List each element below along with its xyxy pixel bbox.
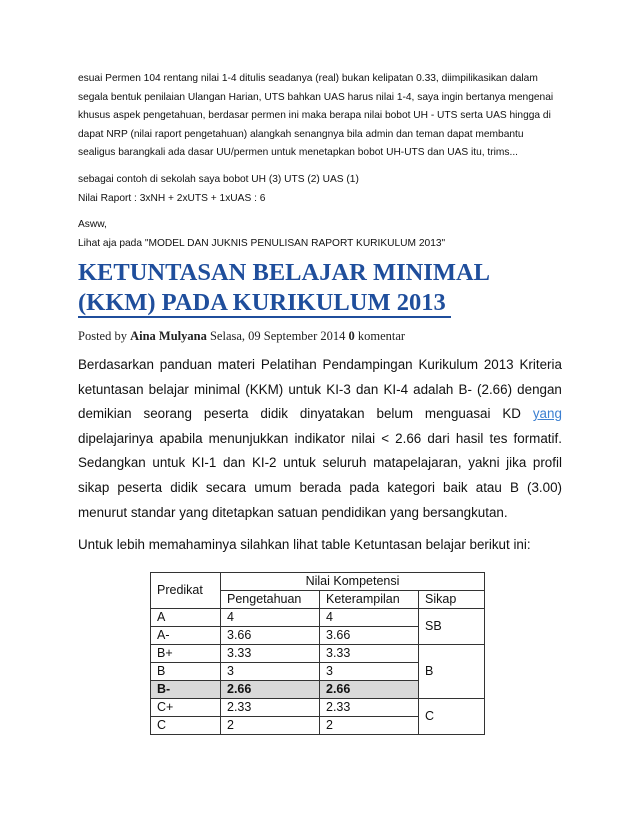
- paragraph-word: profil: [532, 455, 562, 471]
- paragraph-word: ketuntasan: [78, 381, 144, 397]
- paragraph-word: peserta: [203, 406, 249, 422]
- paragraph-word: satuan: [277, 504, 322, 520]
- cell-predikat: A: [151, 609, 221, 627]
- table-row: [151, 609, 485, 627]
- paragraph-word: nilai: [351, 430, 376, 446]
- paragraph-word: dan: [355, 381, 379, 397]
- paragraph-word: materi: [217, 357, 255, 372]
- paragraph-word: B: [509, 479, 519, 495]
- cell-predikat: B+: [151, 645, 221, 663]
- paragraph-line: [78, 353, 562, 378]
- post-meta: [78, 329, 405, 344]
- comment-line: dapat NRP (nilai raport pengetahuan) alangkah senangnya bila admin dan teman dapat membantu: [78, 128, 524, 140]
- paragraph-word: umum: [254, 479, 292, 495]
- cell-keterampilan: 2.66: [320, 681, 419, 699]
- paragraph-line: [78, 378, 562, 403]
- paragraph-word: adalah: [413, 381, 454, 397]
- paragraph-word: ditetapkan: [212, 504, 278, 520]
- comment-line: esuai Permen 104 rentang nilai 1-4 ditulis seadanya (real) bukan kelipatan 0.33, diimpilikasikan dalam: [78, 73, 538, 84]
- cell-pengetahuan: 2.33: [221, 699, 320, 717]
- paragraph-word: seorang: [143, 406, 192, 422]
- paragraph-word: 2013: [483, 357, 514, 372]
- cell-pengetahuan: 3: [221, 663, 320, 681]
- paragraph-word: standar: [130, 504, 180, 520]
- paragraph-word: bersangkutan.: [422, 504, 508, 520]
- paragraph-word: demikian: [78, 406, 132, 422]
- posted-by-label: Posted by: [78, 329, 127, 343]
- paragraph-word: dan: [222, 455, 246, 471]
- comment-count[interactable]: 0: [348, 329, 355, 343]
- paragraph-word: Berdasarkan: [78, 357, 154, 372]
- cell-keterampilan: 4: [320, 609, 419, 627]
- paragraph-word: kategori: [387, 479, 435, 495]
- paragraph-word: KI-1: [191, 455, 217, 471]
- comment-line: Nilai Raport : 3xNH + 2xUTS + 1xUAS : 6: [78, 192, 266, 204]
- inline-link[interactable]: yang: [532, 406, 562, 422]
- paragraph-word: panduan: [159, 357, 212, 372]
- paragraph-word: didik: [260, 406, 288, 422]
- article-paragraph: [78, 353, 562, 525]
- paragraph-word: menunjukkan: [208, 430, 289, 446]
- cell-pengetahuan: 4: [221, 609, 320, 627]
- paragraph-line: [78, 451, 562, 476]
- cell-keterampilan: 3.66: [320, 627, 419, 645]
- cell-pengetahuan: 2: [221, 717, 320, 735]
- cell-predikat: B-: [151, 681, 221, 699]
- paragraph-word: menurut: [78, 504, 131, 520]
- paragraph-word: didik: [170, 479, 198, 495]
- paragraph-word: yakni: [468, 455, 500, 471]
- paragraph-word: minimal: [194, 381, 241, 397]
- paragraph-word: dipelajarinya: [78, 430, 154, 446]
- paragraph-word: belum: [376, 406, 414, 422]
- cell-keterampilan: 2.33: [320, 699, 419, 717]
- cell-sikap-b: B: [419, 645, 485, 699]
- paragraph-word: tes: [489, 430, 508, 446]
- paragraph-word: 2.66: [395, 430, 422, 446]
- paragraph-word: untuk: [283, 455, 316, 471]
- paragraph-word: pendidikan: [321, 504, 390, 520]
- article-title-line1[interactable]: KETUNTASAN BELAJAR MINIMAL: [78, 259, 491, 286]
- paragraph-word: sikap: [78, 479, 110, 495]
- cell-keterampilan: 2: [320, 717, 419, 735]
- cell-pengetahuan: 2.66: [221, 681, 320, 699]
- cell-sikap-c: C: [419, 699, 485, 735]
- cell-predikat: A-: [151, 627, 221, 645]
- comment-label[interactable]: komentar: [357, 329, 406, 343]
- paragraph-word: baik: [443, 479, 468, 495]
- paragraph-word: Kriteria: [519, 357, 562, 372]
- cell-predikat: C: [151, 717, 221, 735]
- paragraph-line: [78, 476, 562, 501]
- paragraph-line: [78, 402, 562, 427]
- paragraph-word: secara: [205, 479, 247, 495]
- paragraph-word: matapelajaran,: [373, 455, 462, 471]
- table-row: [151, 699, 485, 717]
- paragraph-line: [78, 427, 562, 452]
- title-underline: [78, 316, 451, 318]
- paragraph-word: indikator: [294, 430, 346, 446]
- paragraph-word: menguasai: [424, 406, 491, 422]
- paragraph-word: dari: [427, 430, 450, 446]
- paragraph-word: Pendampingan: [322, 357, 413, 372]
- header-keterampilan: Keterampilan: [320, 591, 419, 609]
- kkm-table: [150, 572, 485, 735]
- paragraph-word: formatif.: [513, 430, 562, 446]
- paragraph-word: peserta: [117, 479, 163, 495]
- cell-keterampilan: 3: [320, 663, 419, 681]
- paragraph-word: hasil: [455, 430, 484, 446]
- cell-predikat: C+: [151, 699, 221, 717]
- paragraph-word: atau: [475, 479, 502, 495]
- post-date: Selasa, 09 September 2014: [209, 329, 346, 343]
- cell-pengetahuan: 3.66: [221, 627, 320, 645]
- cell-predikat: B: [151, 663, 221, 681]
- header-pengetahuan: Pengetahuan: [221, 591, 320, 609]
- paragraph-word: untuk: [288, 381, 322, 397]
- author-name[interactable]: Aina Mulyana: [130, 329, 207, 343]
- paragraph-word: B-: [458, 381, 472, 397]
- paragraph-word: dinyatakan: [299, 406, 365, 422]
- table-row: [151, 645, 485, 663]
- paragraph-word: yang: [389, 504, 423, 520]
- paragraph-word: belajar: [148, 381, 189, 397]
- paragraph-word: KI-3: [326, 381, 351, 397]
- paragraph-word: pada: [349, 479, 380, 495]
- paragraph-word: <: [381, 430, 390, 446]
- paragraph-word: apabila: [159, 430, 203, 446]
- paragraph-word: untuk: [152, 455, 186, 471]
- paragraph-word: jika: [506, 455, 527, 471]
- comment-block: [78, 70, 578, 253]
- paragraph-word: Pelatihan: [260, 357, 317, 372]
- paragraph-word: KD: [502, 406, 521, 422]
- paragraph-word: (KKM): [245, 381, 284, 397]
- comment-line: segala bentuk penilaian Ulangan Harian, UTS bahkan UAS harus nilai 1-4, saya ingin bertanya mengenai: [78, 91, 554, 103]
- comment-line: sebagai contoh di sekolah saya bobot UH (3) UTS (2) UAS (1): [78, 173, 359, 185]
- paragraph-word: (2.66): [477, 381, 513, 397]
- paragraph-word: KI-4: [383, 381, 409, 397]
- paragraph-word: Sedangkan: [78, 455, 146, 471]
- header-nilai-kompetensi: Nilai Kompetensi: [221, 573, 485, 591]
- paragraph-word: Kurikulum: [418, 357, 478, 372]
- paragraph-word: (3.00): [527, 479, 562, 495]
- cell-pengetahuan: 3.33: [221, 645, 320, 663]
- comment-line: khusus aspek pengetahuan, berdasar permen ini maka berapa nilai bobot UH - UTS serta UAS hingga di: [78, 110, 551, 122]
- table-intro: Untuk lebih memahaminya silahkan lihat table Ketuntasan belajar berikut ini:: [78, 537, 531, 552]
- header-sikap: Sikap: [419, 591, 485, 609]
- paragraph-line: [78, 501, 562, 526]
- paragraph-word: yang: [179, 504, 212, 520]
- header-predikat: Predikat: [151, 573, 221, 609]
- paragraph-word: KI-2: [251, 455, 277, 471]
- article-title[interactable]: [78, 258, 558, 318]
- comment-line: Asww,: [78, 219, 107, 231]
- paragraph-word: berada: [299, 479, 342, 495]
- article-title-line2[interactable]: (KKM) PADA KURIKULUM 2013: [78, 289, 446, 316]
- comment-line: sealigus barangkali ada dasar UU/permen untuk menetapkan bobot UH-UTS dan UAS itu, trims...: [78, 147, 518, 159]
- paragraph-word: seluruh: [322, 455, 367, 471]
- paragraph-word: dengan: [517, 381, 562, 397]
- comment-line: Lihat aja pada "MODEL DAN JUKNIS PENULISAN RAPORT KURIKULUM 2013": [78, 237, 446, 249]
- cell-sikap-sb: SB: [419, 609, 485, 645]
- cell-keterampilan: 3.33: [320, 645, 419, 663]
